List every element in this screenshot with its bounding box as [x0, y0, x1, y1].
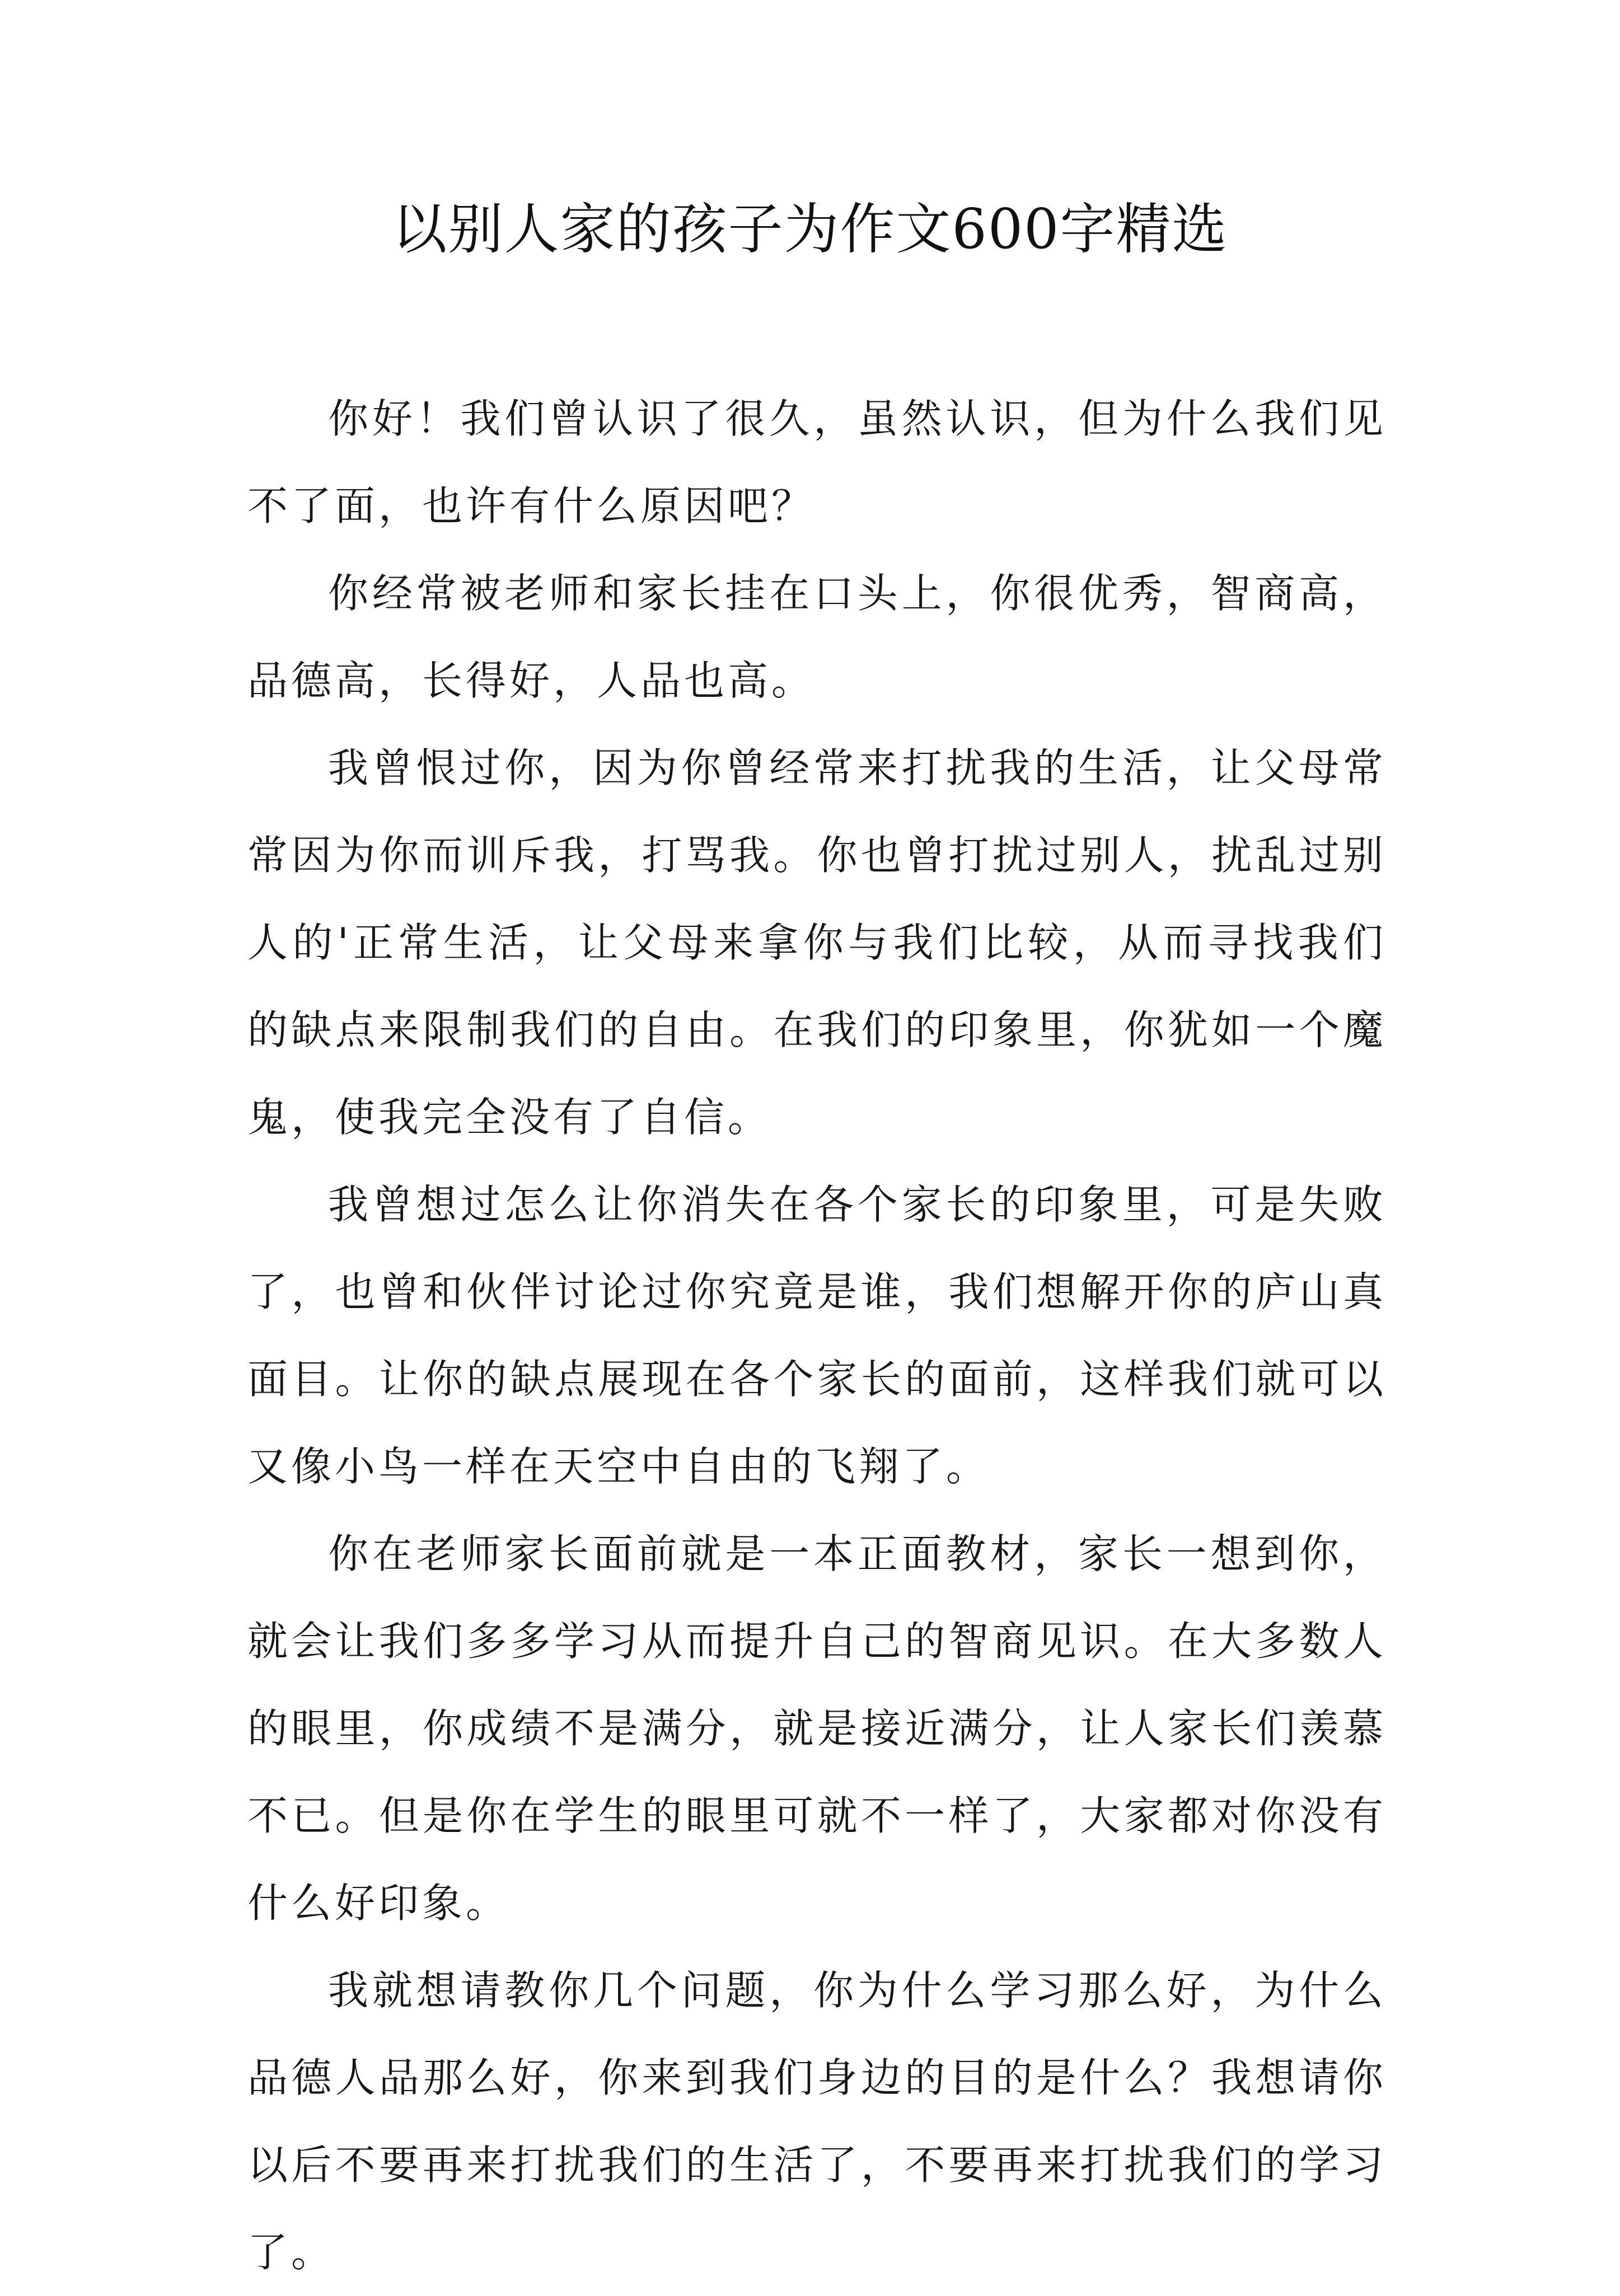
paragraph: 你在老师家长面前就是一本正面教材，家长一想到你，就会让我们多多学习从而提升自己的智商见识。在大多数人的眼里，你成绩不是满分，就是接近满分，让人家长们羡慕不已。但是你在学生的眼里可就不一样了，大家都对你没有什么好印象。 — [247, 1530, 1387, 1927]
paragraph: 我曾想过怎么让你消失在各个家长的印象里，可是失败了，也曾和伙伴讨论过你究竟是谁，我们想解开你的庐山真面目。让你的缺点展现在各个家长的面前，这样我们就可以又像小鸟一样在天空中自由的飞翔了。 — [247, 1181, 1387, 1490]
paragraph: 你好！我们曾认识了很久，虽然认识，但为什么我们见不了面，也许有什么原因吧？ — [247, 395, 1387, 530]
paragraph: 我就想请教你几个问题，你为什么学习那么好，为什么品德人品那么好，你来到我们身边的目的是什么？我想请你以后不要再来打扰我们的生活了，不要再来打扰我们的学习了。 — [247, 1967, 1387, 2276]
paragraph: 你经常被老师和家长挂在口头上，你很优秀，智商高，品德高，长得好，人品也高。 — [247, 570, 1387, 704]
document-title: 以别人家的孩子为作文600字精选 — [392, 198, 1228, 261]
paragraph: 我曾恨过你，因为你曾经常来打扰我的生活，让父母常常因为你而训斥我，打骂我。你也曾打扰过别人，扰乱过别人的'正常生活，让父母来拿你与我们比较，从而寻找我们的缺点来限制我们的自由。在我们的印象里，你犹如一个魔鬼，使我完全没有了自信。 — [247, 744, 1387, 1141]
document-body — [247, 375, 1387, 2296]
